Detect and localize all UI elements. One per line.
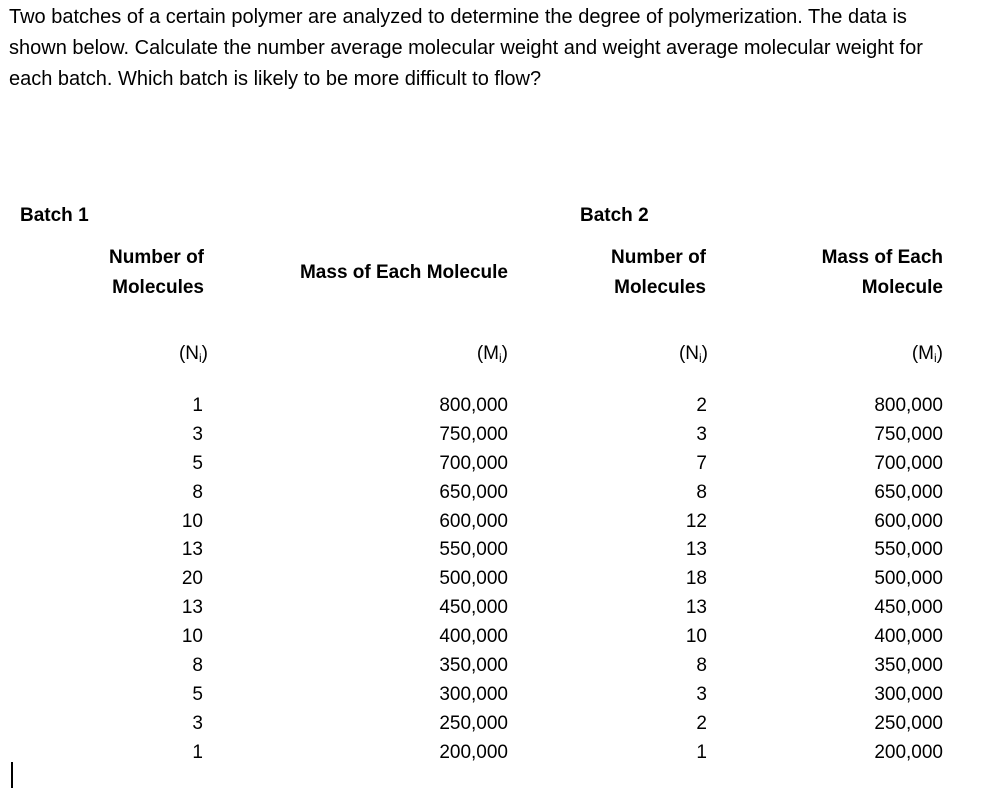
question-text: Two batches of a certain polymer are analyzed to determine the degree of polymerization. The data is shown below. Calculate the number average molecular weight and weight average molecular weight for each batch. Which batch is likely to be more difficult to flow? [9, 6, 923, 90]
batch1-m-cell: 650,000 [439, 481, 508, 503]
batch2-n-cell: 2 [696, 712, 707, 734]
batch2-n-cell: 7 [696, 452, 707, 474]
batch2-title: Batch 2 [580, 205, 649, 226]
batch1-m-cell: 550,000 [439, 539, 508, 561]
batch1-m-subscript: i [499, 351, 502, 365]
batch1-number-header-line1: Number of [109, 247, 204, 268]
batch1-m-cell: 200,000 [439, 741, 508, 763]
batch2-mass-header [822, 243, 943, 303]
text-cursor [11, 762, 13, 788]
batch1-n-cell: 8 [192, 481, 203, 503]
batch2-m-cell: 350,000 [874, 655, 943, 677]
batch1-m-cell: 750,000 [439, 423, 508, 445]
batch1-m-cell: 400,000 [439, 626, 508, 648]
batch2-n-cell: 18 [685, 568, 707, 590]
batch2-n-cell: 10 [685, 626, 707, 648]
batch2-m-cell: 550,000 [874, 539, 943, 561]
batch1-n-cell: 10 [181, 510, 203, 532]
batch2-n-cell: 12 [685, 510, 707, 532]
batch2-n-subscript: i [699, 351, 702, 365]
batch2-m-cell: 250,000 [874, 712, 943, 734]
batch2-number-symbol: $(N_i)$ [678, 343, 708, 365]
batch1-m-letter: M [483, 343, 499, 364]
batch1-number-header [109, 243, 204, 303]
batch2-mass-symbol: $(M_i)$ [911, 343, 943, 365]
batch1-mass-column [439, 392, 508, 768]
batch1-m-cell: 700,000 [439, 452, 508, 474]
batch1-mass-symbol: $(M_i)$ [476, 343, 508, 365]
batch2-m-cell: 500,000 [874, 568, 943, 590]
batch1-n-cell: 5 [192, 683, 203, 705]
batch1-n-cell: 20 [181, 568, 203, 590]
batch1-n-cell: 10 [181, 626, 203, 648]
batch1-m-cell: 350,000 [439, 655, 508, 677]
batch1-m-cell: 800,000 [439, 395, 508, 416]
batch2-number-header-line2: Molecules [614, 277, 706, 298]
batch2-m-cell: 300,000 [874, 683, 943, 705]
batch1-n-cell: 13 [181, 539, 203, 561]
batch2-m-cell: 650,000 [874, 481, 943, 503]
batch1-n-cell: 1 [192, 395, 203, 416]
batch2-n-cell: 3 [696, 423, 707, 445]
batch2-n-cell: 2 [696, 395, 707, 416]
batch2-m-cell: 800,000 [874, 395, 943, 416]
batch2-m-cell: 400,000 [874, 626, 943, 648]
batch1-mass-header: Mass of Each Molecule [299, 262, 508, 283]
batch2-m-subscript: i [934, 351, 937, 365]
batch1-n-subscript: i [199, 351, 202, 365]
batch1-n-cell: 13 [181, 597, 203, 619]
batch1-n-cell: 3 [192, 712, 203, 734]
batch1-m-cell: 250,000 [439, 712, 508, 734]
batch1-n-cell: 3 [192, 423, 203, 445]
batch2-m-cell: 450,000 [874, 597, 943, 619]
batch1-m-cell: 500,000 [439, 568, 508, 590]
batch2-n-cell: 1 [696, 741, 707, 763]
batch1-m-cell: 600,000 [439, 510, 508, 532]
batch2-n-cell: 3 [696, 683, 707, 705]
batch1-n-cell: 8 [192, 655, 203, 677]
batch1-number-column [182, 392, 203, 768]
batch2-m-cell: 700,000 [874, 452, 943, 474]
batch2-number-column [686, 392, 707, 768]
batch2-number-header [611, 243, 706, 303]
batch1-m-cell: 450,000 [439, 597, 508, 619]
batch1-number-header-line2: Molecules [112, 277, 204, 298]
batch2-mass-header-line2: Molecule [861, 277, 943, 298]
batch2-mass-header-line1: Mass of Each [821, 247, 943, 268]
batch2-m-letter: M [918, 343, 934, 364]
batch1-title: Batch 1 [20, 205, 89, 226]
batch1-number-symbol: $(N_i)$ [178, 343, 208, 365]
batch2-number-header-line1: Number of [611, 247, 706, 268]
batch2-m-cell: 600,000 [874, 510, 943, 532]
batch1-n-cell: 1 [192, 741, 203, 763]
batch2-n-letter: N [685, 343, 699, 364]
batch2-n-cell: 13 [685, 539, 707, 561]
batch2-n-cell: 8 [696, 655, 707, 677]
batch1-n-letter: N [185, 343, 199, 364]
batch2-n-cell: 8 [696, 481, 707, 503]
batch2-mass-column [874, 392, 943, 768]
batch2-m-cell: 750,000 [874, 423, 943, 445]
batch2-n-cell: 13 [685, 597, 707, 619]
batch1-n-cell: 5 [192, 452, 203, 474]
batch1-m-cell: 300,000 [439, 683, 508, 705]
batch2-m-cell: 200,000 [874, 741, 943, 763]
